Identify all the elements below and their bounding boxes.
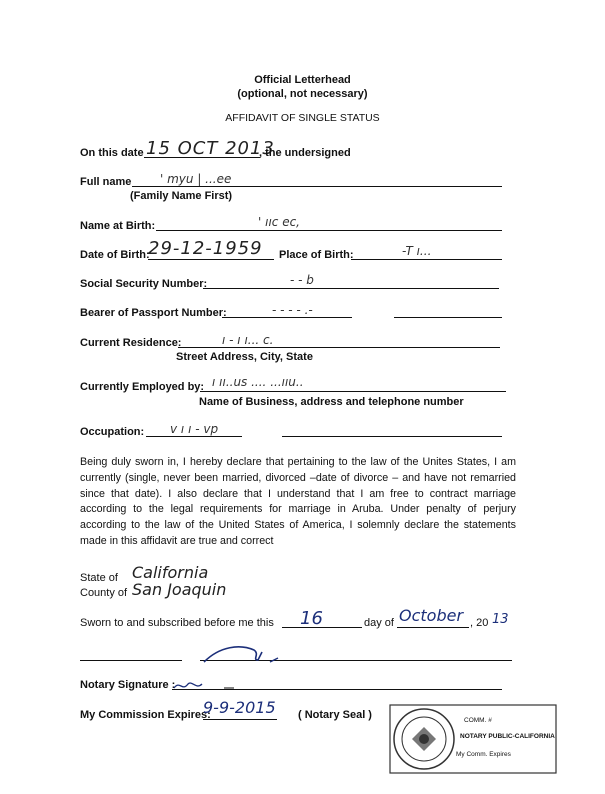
passport-line-b: [394, 317, 502, 318]
employer-sublabel: Name of Business, address and telephone number: [199, 396, 464, 408]
passport-line-a: [222, 317, 352, 318]
commission-label: My Commission Expires:: [80, 709, 211, 721]
occupation-line-a: [146, 436, 242, 437]
passport-label: Bearer of Passport Number:: [80, 307, 227, 319]
employer-value: ı ıı..us .... ...ııu..: [212, 375, 304, 389]
ssn-line: [203, 288, 499, 289]
letterhead-title: Official Letterhead: [254, 74, 351, 86]
commission-line: [203, 719, 277, 720]
date-value: 15 OCT 2013: [146, 138, 275, 159]
occupation-value: v ı ı - vp: [170, 422, 219, 436]
declaration-paragraph: Being duly sworn in, I hereby declare that pertaining to the law of the Unites States, I am currently (single, never been married, divorced –date of divorce – and have not remarried since that date). I also declare that I understand that I am free to contract marriage according to the legal requirements for marriage in Aruba. Under penalty of perjury according to the law of the United States of America, I solemnly declare the statements made in this affidavit are true and correct: [80, 456, 516, 547]
place-of-birth-value: -T ı...: [402, 244, 432, 258]
sworn-month-line: [397, 627, 469, 628]
passport-value: - - - - .-: [272, 303, 313, 317]
residence-line: [178, 347, 500, 348]
full-name-sublabel: (Family Name First): [130, 190, 233, 202]
sworn-month-value: October: [399, 606, 464, 625]
blank-line-left: [80, 660, 182, 661]
name-at-birth-label: Name at Birth:: [80, 220, 156, 232]
notary-seal-label: ( Notary Seal ): [298, 709, 372, 721]
sworn-day-label: day of: [364, 617, 394, 629]
residence-sublabel: Street Address, City, State: [176, 351, 313, 363]
state-label: State of: [80, 572, 118, 584]
commission-value: 9-9-2015: [203, 698, 276, 717]
dob-label: Date of Birth:: [80, 249, 150, 261]
sworn-label: Sworn to and subscribed before me this: [80, 617, 274, 629]
state-value: California: [132, 563, 209, 582]
name-at-birth-line: [156, 230, 502, 231]
ssn-value: - - b: [290, 273, 314, 287]
notary-signature-label: Notary Signature :: [80, 679, 176, 691]
occupation-label: Occupation:: [80, 426, 145, 438]
dob-value: 29-12-1959: [148, 238, 263, 259]
place-of-birth-line: [351, 259, 502, 260]
full-name-value: ' myu | ...ee: [160, 172, 232, 186]
dob-line: [148, 259, 274, 260]
date-label: On this date: [80, 147, 144, 159]
residence-label: Current Residence:: [80, 337, 182, 349]
county-value: San Joaquin: [132, 580, 227, 599]
sworn-year-value: 13: [492, 612, 509, 627]
county-label: County of: [80, 587, 128, 599]
sworn-day-value: 16: [300, 608, 323, 629]
seal-line-3: My Comm. Expires: [456, 751, 511, 758]
letterhead-subtitle: (optional, not necessary): [237, 88, 368, 100]
place-of-birth-label: Place of Birth:: [279, 249, 354, 261]
seal-line-2: NOTARY PUBLIC-CALIFORNIA: [460, 733, 555, 740]
name-at-birth-value: ' ııc ec,: [258, 215, 300, 229]
employer-line: [200, 391, 506, 392]
document-title: AFFIDAVIT OF SINGLE STATUS: [225, 112, 380, 124]
date-suffix: , the undersigned: [259, 147, 351, 159]
notary-signature-scribble: [172, 676, 252, 694]
notary-seal-stamp: [388, 703, 558, 775]
sworn-year-prefix: , 20: [470, 617, 489, 629]
signature-scribble: [200, 640, 310, 668]
full-name-line: [132, 186, 502, 187]
full-name-label: Full name: [80, 176, 132, 188]
employer-label: Currently Employed by:: [80, 381, 205, 393]
residence-value: ı - ı ı... c.: [222, 333, 274, 347]
ssn-label: Social Security Number:: [80, 278, 208, 290]
occupation-line-b: [282, 436, 502, 437]
seal-line-1: COMM. #: [464, 717, 492, 724]
